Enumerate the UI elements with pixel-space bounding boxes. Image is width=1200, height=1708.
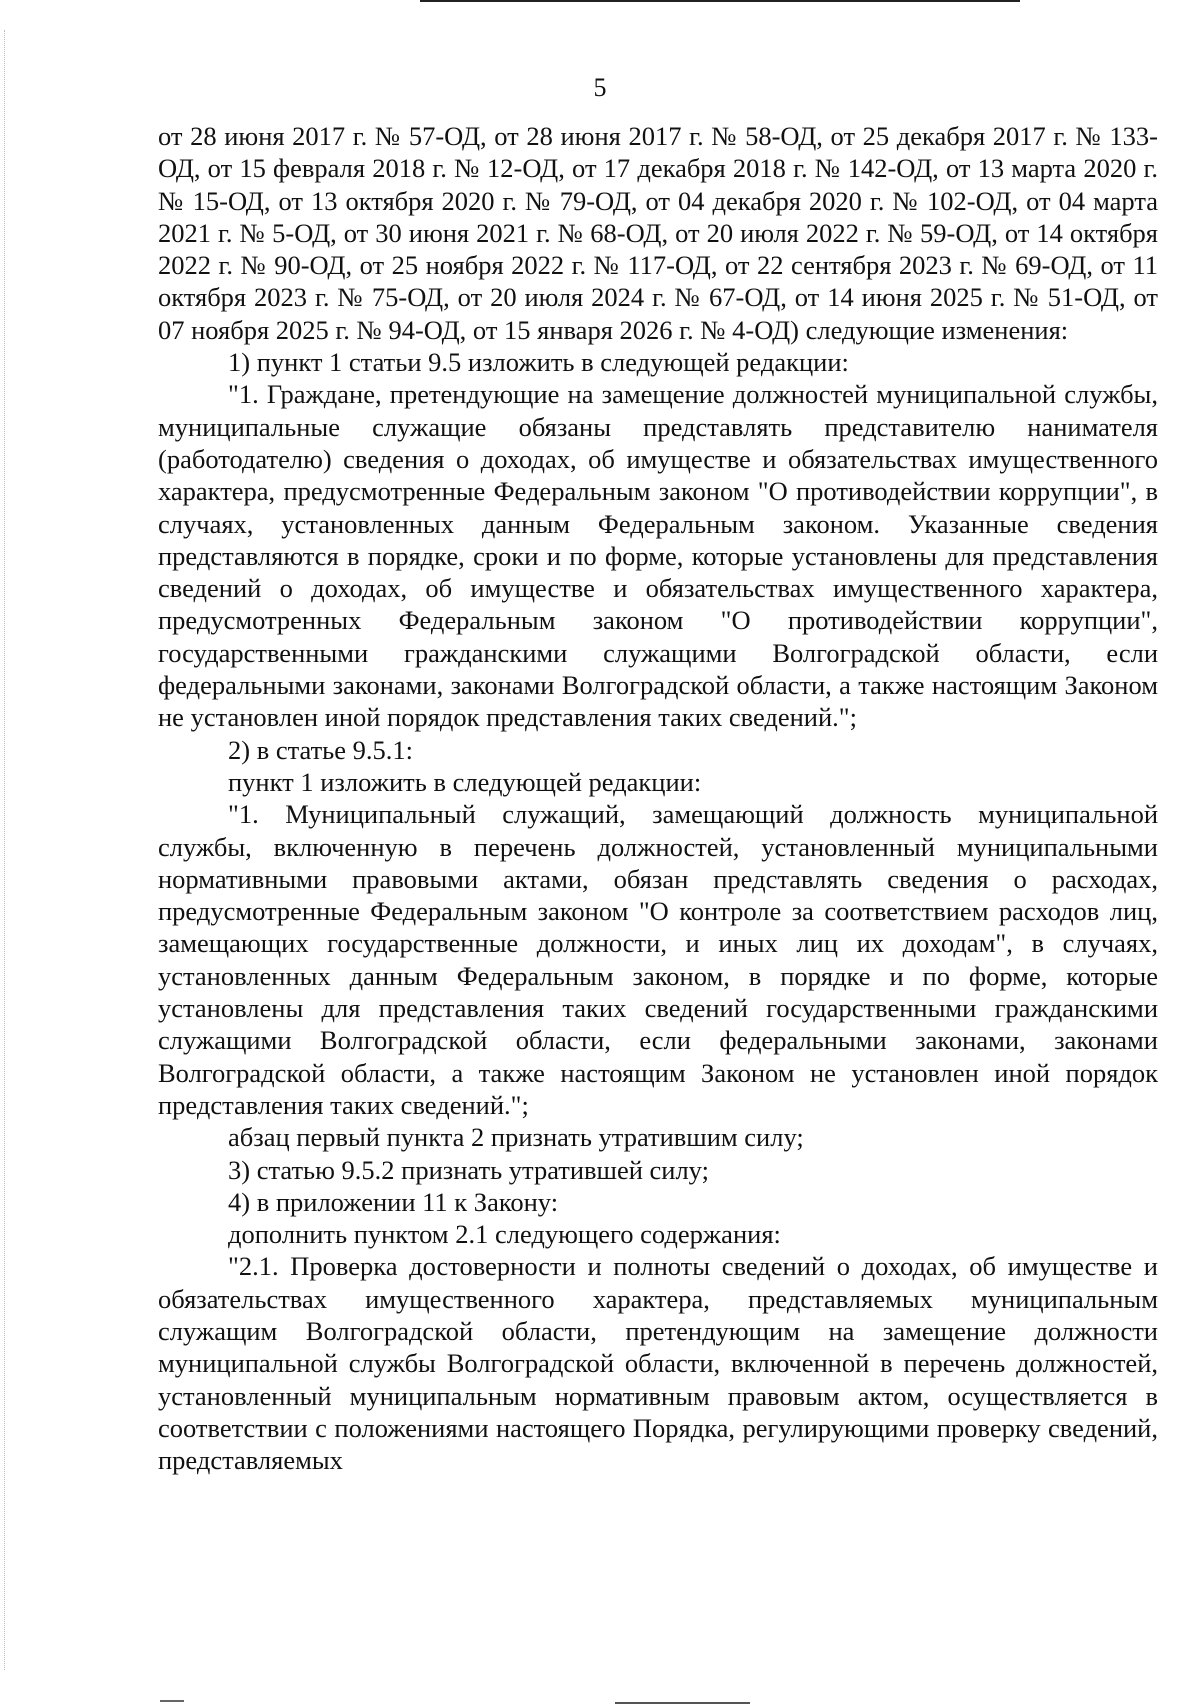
scan-edge-bottom [615, 1702, 750, 1704]
scan-edge-left [4, 30, 6, 1670]
scan-mark [160, 1700, 184, 1702]
paragraph-quote-9-5: "1. Граждане, претендующие на замещение должностей муниципальной службы, муниципальные служащие обязаны представлять представителю нанимателя (работодателю) сведения о доходах, об имуществе и обязательствах имущественного характера, предусмотренные Федеральным законом "О противодействии коррупции", в случаях, установленных данным Федеральным законом. Указанные сведения представляются в порядке, сроки и по форме, которые установлены для представления сведений о доходах, об имуществе и обязательствах имущественного характера, предусмотренных Федеральным законом "О противодействии коррупции", государственными гражданскими служащими Волгоградской области, если федеральными законами, законами Волгоградской области, а также настоящим Законом не установлен иной порядок представления таких сведений."; [158, 379, 1158, 733]
paragraph-item-3: 3) статью 9.5.2 признать утратившей силу; [228, 1154, 709, 1185]
paragraph-item-2: 2) в статье 9.5.1: [228, 734, 413, 765]
paragraph-item-4: 4) в приложении 11 к Закону: [228, 1186, 559, 1217]
paragraph-item-4-add: дополнить пунктом 2.1 следующего содержания: [228, 1219, 781, 1250]
paragraph-quote-9-5-1: "1. Муниципальный служащий, замещающий должность муниципальной службы, включенную в перечень должностей, установленный муниципальными нормативными правовыми актами, обязан представлять сведения о расходах, предусмотренные Федеральным законом "О контроле за соответствием расходов лиц, замещающих государственные должности, и иных лиц их доходам", в случаях, установленных данным Федеральным законом, в порядке и по форме, которые установлены для представления таких сведений государственными гражданскими служащими Волгоградской области, если федеральными законами, законами Волгоградской области, а также настоящим Законом не установлен иной порядок представления таких сведений."; [158, 799, 1158, 1120]
page-number: 5 [593, 73, 607, 102]
paragraph-item-2-point-2: абзац первый пункта 2 признать утратившим силу; [228, 1122, 804, 1153]
paragraph-item-2-point-1: пункт 1 изложить в следующей редакции: [228, 766, 702, 797]
paragraph-amendment-list: от 28 июня 2017 г. № 57-ОД, от 28 июня 2017 г. № 58-ОД, от 25 декабря 2017 г. № 133-ОД, от 15 февраля 2018 г. № 12-ОД, от 17 декабря 2018 г. № 142-ОД, от 13 марта 2020 г. № 15-ОД, от 13 октября 2020 г. № 79-ОД, от 04 декабря 2020 г. № 102-ОД, от 04 марта 2021 г. № 5-ОД, от 30 июня 2021 г. № 68-ОД, от 20 июля 2022 г. № 59-ОД, от 14 октября 2022 г. № 90-ОД, от 25 ноября 2022 г. № 117-ОД, от 22 сентября 2023 г. № 69-ОД, от 11 октября 2023 г. № 75-ОД, от 20 июля 2024 г. № 67-ОД, от 14 июня 2025 г. № 51-ОД, от 07 ноября 2025 г. № 94-ОД, от 15 января 2026 г. № 4-ОД) следующие изменения: [158, 121, 1158, 345]
document-body [158, 120, 1158, 1476]
paragraph-quote-2-1: "2.1. Проверка достоверности и полноты сведений о доходах, об имуществе и обязательствах имущественного характера, представляемых муниципальным служащим Волгоградской области, претендующим на замещение должности муниципальной службы Волгоградской области, включенной в перечень должностей, установленный муниципальным нормативным правовым актом, осуществляется в соответствии с положениями настоящего Порядка, регулирующими проверку сведений, представляемых [158, 1251, 1158, 1476]
scan-edge-top [420, 0, 1020, 2]
paragraph-item-1: 1) пункт 1 статьи 9.5 изложить в следующей редакции: [228, 347, 849, 378]
